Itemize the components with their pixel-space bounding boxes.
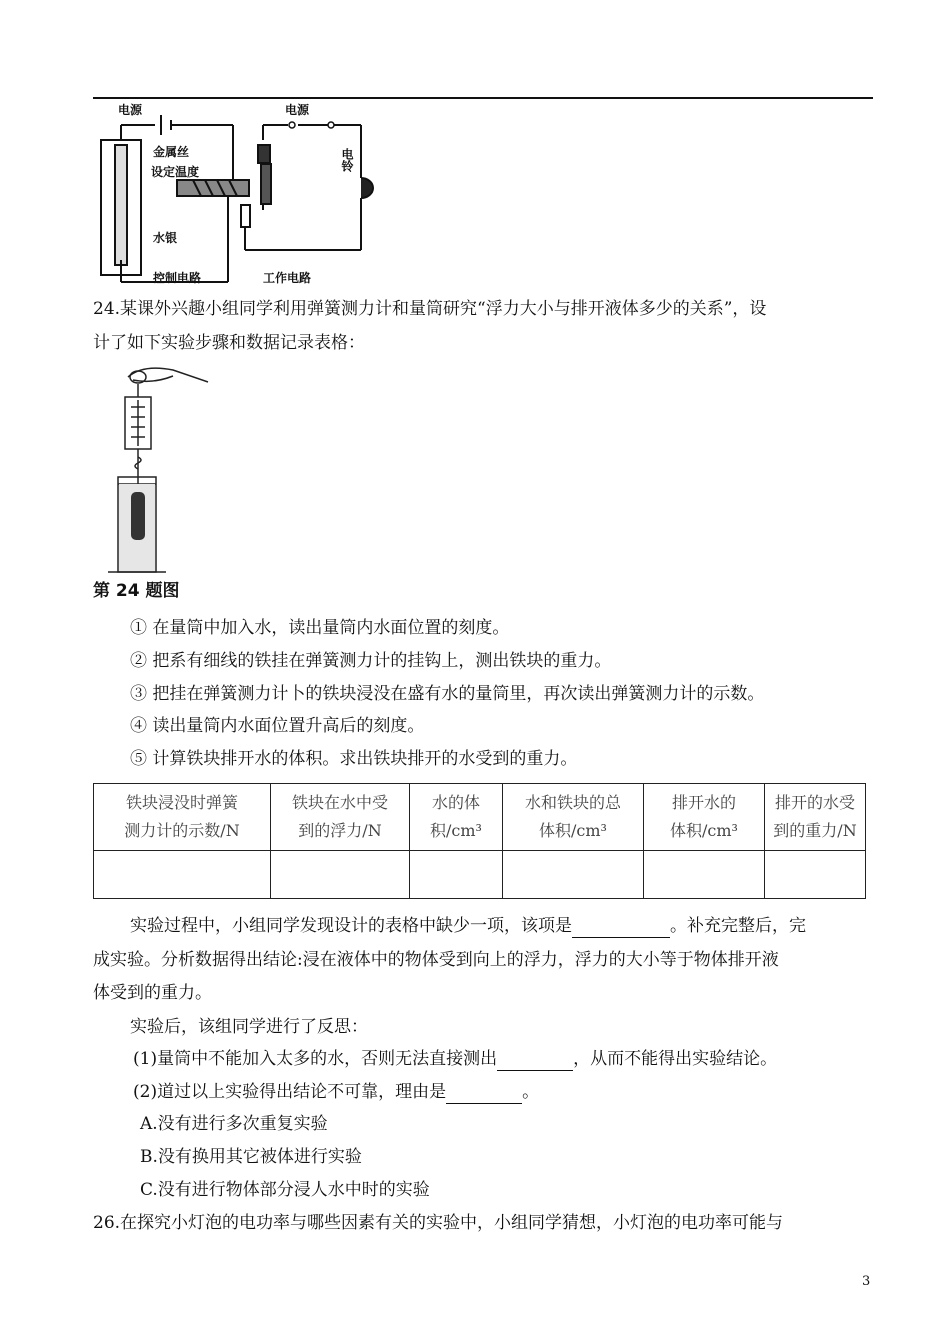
step-4: ④ 读出量筒内水面位置升高后的刻度。 xyxy=(130,716,425,736)
answer-blank-2[interactable] xyxy=(497,1048,573,1071)
table-cell xyxy=(765,850,866,898)
step-5: ⑤ 计算铁块排开水的体积。求出铁块排开的水受到的重力。 xyxy=(130,749,578,769)
reflection-intro: 实验后，该组同学进行了反思： xyxy=(130,1017,368,1037)
table-header-cell: 排开水的 体积/cm³ xyxy=(644,784,765,851)
para1-line1: 实验过程中，小组同学发现设计的表格中缺少一项，该项是 。补充完整后，完 xyxy=(130,916,806,936)
data-table xyxy=(93,783,866,899)
figure-caption: 第 24 题图 xyxy=(93,581,180,601)
q24-intro-line2: 计了如下实验步骤和数据记录表格： xyxy=(93,333,365,353)
option-b: B.没有换用其它被体进行实验 xyxy=(140,1147,362,1167)
label-control-circuit: 控制电路 xyxy=(153,271,202,285)
q24-intro-line1: 24.某课外兴趣小组同学利用弹簧测力计和量筒研究“浮力大小与排开液体多少的关系”，设 xyxy=(93,299,767,319)
para1-line2: 成实验。分析数据得出结论:浸在液体中的物体受到向上的浮力，浮力的大小等于物体排开液 xyxy=(93,950,779,970)
answer-blank-3[interactable] xyxy=(446,1081,522,1104)
table-row xyxy=(94,850,866,898)
table-cell xyxy=(644,850,765,898)
page-number: 3 xyxy=(862,1274,871,1289)
q26-line1: 26.在探究小灯泡的电功率与哪些因素有关的实验中，小组同学猜想，小灯泡的电功率可能与 xyxy=(93,1213,784,1233)
step-3: ③ 把挂在弹簧测力计卜的铁块浸没在盛有水的量筒里，再次读出弹簧测力计的示数。 xyxy=(130,684,765,704)
label-power-control: 电源 xyxy=(118,103,143,117)
para1-line3: 体受到的重力。 xyxy=(93,983,212,1003)
table-header-cell: 水和铁块的总 体积/cm³ xyxy=(503,784,644,851)
table-header-cell: 铁块浸没时弹簧 测力计的示数/N xyxy=(94,784,271,851)
label-power-work: 电源 xyxy=(285,103,310,117)
table-cell xyxy=(410,850,503,898)
header-rule xyxy=(93,97,873,99)
spring-scale-figure xyxy=(103,362,213,577)
table-header-cell: 水的体 积/cm³ xyxy=(410,784,503,851)
label-bell: 电铃 xyxy=(340,148,354,172)
table-cell xyxy=(271,850,410,898)
option-a: A.没有进行多次重复实验 xyxy=(140,1114,328,1134)
circuit-figure xyxy=(93,100,383,290)
answer-blank-1[interactable] xyxy=(572,915,670,938)
step-2: ② 把系有细线的铁挂在弹簧测力计的挂钩上，测出铁块的重力。 xyxy=(130,651,612,671)
label-work-circuit: 工作电路 xyxy=(263,271,312,285)
step-1: ① 在量筒中加入水，读出量筒内水面位置的刻度。 xyxy=(130,618,510,638)
table-header-cell: 排开的水受 到的重力/N xyxy=(765,784,866,851)
option-c: C.没有进行物体部分浸人水中时的实验 xyxy=(140,1180,430,1200)
label-mercury: 水银 xyxy=(153,231,178,245)
sub-question-2: (2)道过以上实验得出结论不可靠，理由是 。 xyxy=(133,1082,540,1102)
label-metal-wire: 金属丝 xyxy=(153,145,190,159)
sub-question-1: (1)量筒中不能加入太多的水，否则无法直接测出 ，从而不能得出实验结论。 xyxy=(133,1049,778,1069)
table-header-row xyxy=(94,784,866,851)
table-header-cell: 铁块在水中受 到的浮力/N xyxy=(271,784,410,851)
table-cell xyxy=(503,850,644,898)
label-set-temp: 设定温度 xyxy=(151,165,200,179)
table-cell xyxy=(94,850,271,898)
